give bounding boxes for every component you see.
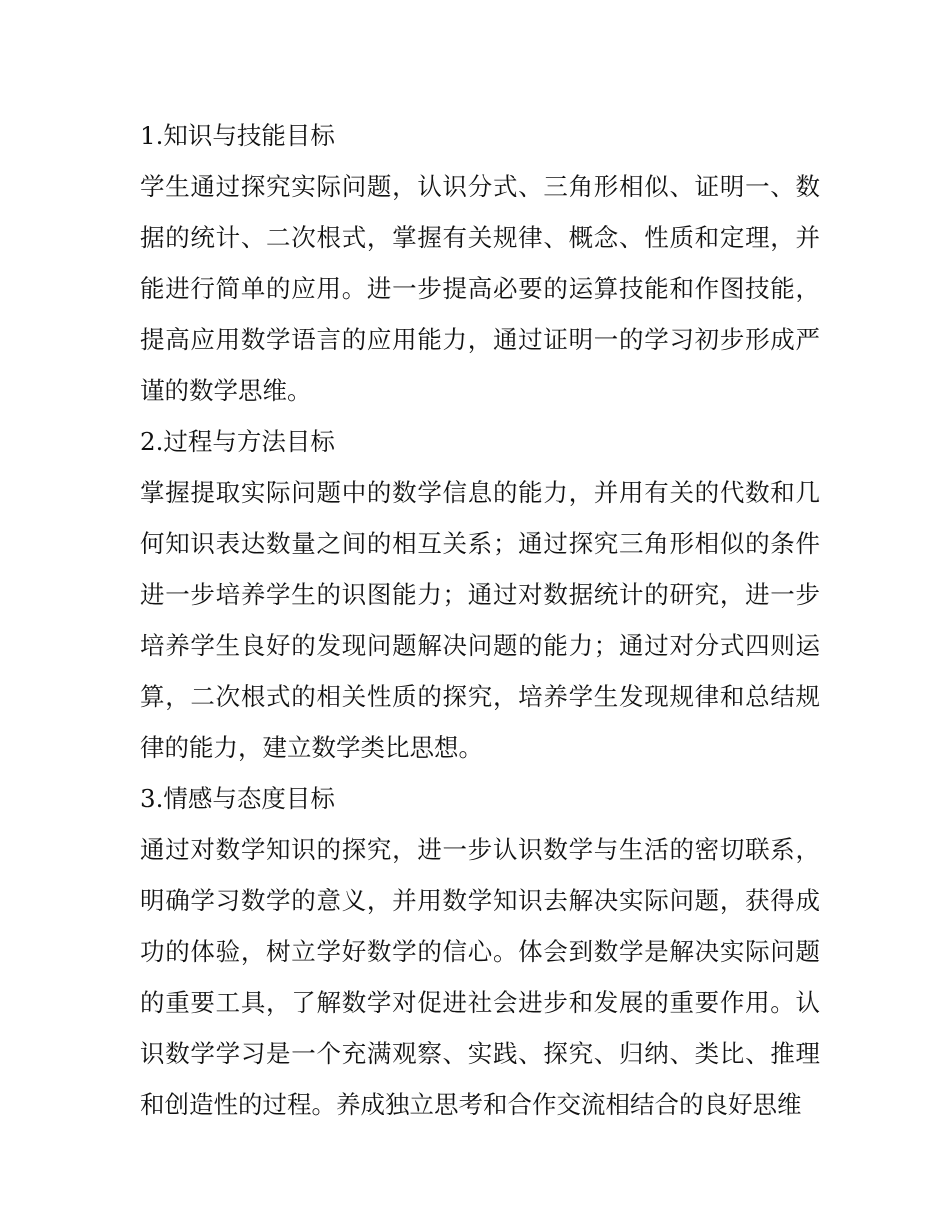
section-heading: 3.情感与态度目标	[140, 784, 335, 813]
document-page	[140, 110, 820, 1130]
section-heading: 1.知识与技能目标	[140, 121, 335, 150]
section-body: 掌握提取实际问题中的数学信息的能力，并用有关的代数和几何知识表达数量之间的相互关系；通过探究三角形相似的条件进一步培养学生的识图能力；通过对数据统计的研究，进一步培养学生良好的发现问题解决问题的能力；通过对分式四则运算，二次根式的相关性质的探究，培养学生发现规律和总结规律的能力，建立数学类比思想。	[140, 478, 820, 762]
section-body: 通过对数学知识的探究，进一步认识数学与生活的密切联系，明确学习数学的意义，并用数学知识去解决实际问题，获得成功的体验，树立学好数学的信心。体会到数学是解决实际问题的重要工具，了解数学对促进社会进步和发展的重要作用。认识数学学习是一个充满观察、实践、探究、归纳、类比、推理和创造性的过程。养成独立思考和合作交流相结合的良好思维	[140, 835, 820, 1119]
section-body: 学生通过探究实际问题，认识分式、三角形相似、证明一、数据的统计、二次根式，掌握有关规律、概念、性质和定理，并能进行简单的应用。进一步提高必要的运算技能和作图技能，提高应用数学语言的应用能力，通过证明一的学习初步形成严谨的数学思维。	[140, 172, 820, 405]
section-process-methods	[140, 416, 820, 773]
section-emotion-attitude	[140, 773, 820, 1130]
section-heading: 2.过程与方法目标	[140, 427, 335, 456]
section-knowledge-skills	[140, 110, 820, 416]
